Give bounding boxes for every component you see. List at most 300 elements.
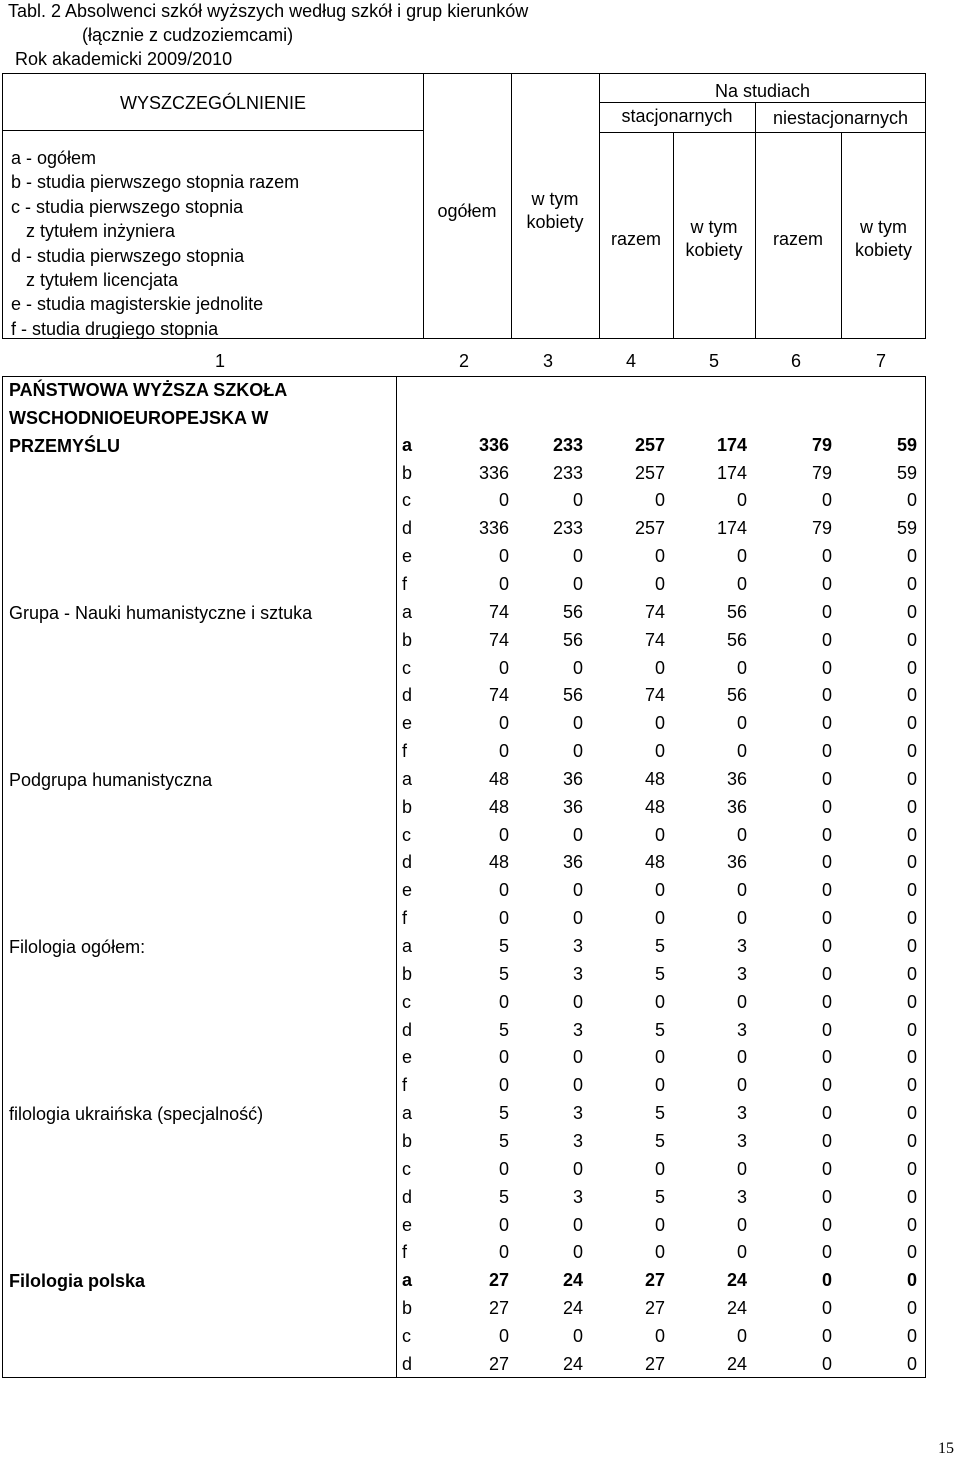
cell-value: 0	[821, 1353, 832, 1374]
table-row	[3, 713, 927, 741]
cell-value: 0	[821, 1242, 832, 1263]
cell-value: 27	[644, 1298, 665, 1319]
cell-value: 0	[821, 880, 832, 901]
table-row	[3, 1159, 927, 1187]
cell-value: 0	[821, 1325, 832, 1346]
cell-value: 3	[572, 1186, 583, 1207]
cell-value: 5	[498, 963, 509, 984]
cell-value: 0	[821, 573, 832, 594]
cell-value: 0	[821, 657, 832, 678]
row-code: d	[402, 1353, 413, 1374]
row-code: b	[402, 462, 413, 483]
table-row	[3, 797, 927, 825]
cell-value: 3	[736, 963, 747, 984]
cell-value: 0	[736, 1325, 747, 1346]
table-row	[3, 685, 927, 713]
cell-value: 36	[562, 852, 583, 873]
col-razem-stac: razem	[610, 229, 661, 249]
cell-value: 56	[562, 629, 583, 650]
cell-value: 0	[821, 936, 832, 956]
row-code: b	[402, 1298, 413, 1319]
cell-value: 0	[736, 657, 747, 678]
cell-value: 0	[821, 1298, 832, 1319]
table-row	[3, 741, 927, 769]
row-code: e	[402, 1214, 413, 1235]
cell-value: 0	[821, 629, 832, 650]
cell-value: 0	[821, 768, 832, 789]
cell-value: 0	[821, 685, 832, 706]
table-row	[3, 908, 927, 936]
cell-value: 0	[654, 546, 665, 567]
table-row	[3, 1187, 927, 1215]
cell-value: 3	[736, 1130, 747, 1151]
row-label: Filologia polska	[9, 1271, 146, 1292]
cell-value: 0	[736, 1047, 747, 1068]
cell-value: 56	[726, 601, 747, 622]
cell-value: 174	[716, 434, 747, 455]
col-wtym-stac: w tym	[690, 217, 738, 237]
table-row	[3, 936, 927, 964]
cell-value: 0	[906, 1130, 917, 1151]
cell-value: 0	[654, 713, 665, 734]
cell-value: 336	[478, 462, 509, 483]
row-code: a	[402, 1103, 413, 1124]
table-row	[3, 880, 927, 908]
cell-value: 0	[906, 796, 917, 817]
niestacjonarnych-header: niestacjonarnych	[772, 108, 909, 128]
cell-value: 3	[572, 963, 583, 984]
row-code: b	[402, 796, 413, 817]
cell-value: 0	[572, 908, 583, 929]
legend-line: z tytułem licencjata	[11, 270, 179, 291]
cell-value: 0	[906, 601, 917, 622]
cell-value: 0	[572, 490, 583, 511]
cell-value: 74	[644, 601, 665, 622]
row-code: c	[402, 1325, 411, 1346]
cell-value: 257	[634, 518, 665, 539]
row-code: f	[402, 908, 408, 929]
cell-value: 0	[498, 657, 509, 678]
cell-value: 56	[726, 629, 747, 650]
cell-value: 59	[896, 518, 917, 539]
cell-value: 0	[906, 546, 917, 567]
cell-value: 3	[736, 1186, 747, 1207]
cell-value: 3	[572, 1019, 583, 1040]
cell-value: 0	[498, 713, 509, 734]
cell-value: 0	[906, 685, 917, 706]
column-number: 1	[214, 351, 225, 371]
cell-value: 0	[821, 490, 832, 511]
cell-value: 0	[654, 880, 665, 901]
table-row	[3, 1131, 927, 1159]
cell-value: 0	[498, 908, 509, 929]
cell-value: 0	[906, 657, 917, 678]
table-row	[3, 1298, 927, 1326]
cell-value: 0	[736, 573, 747, 594]
cell-value: 0	[906, 1047, 917, 1068]
row-code: d	[402, 1019, 413, 1040]
table-row	[3, 1215, 927, 1243]
row-code: b	[402, 629, 413, 650]
cell-value: 5	[654, 1103, 665, 1124]
row-code: f	[402, 741, 408, 762]
legend-line: c - studia pierwszego stopnia	[11, 196, 244, 217]
cell-value: 233	[552, 462, 583, 483]
row-code: d	[402, 518, 413, 539]
table-row	[3, 1103, 927, 1131]
row-code: f	[402, 573, 408, 594]
cell-value: 3	[736, 1103, 747, 1124]
cell-value: 0	[572, 657, 583, 678]
cell-value: 36	[562, 768, 583, 789]
cell-value: 0	[906, 880, 917, 901]
column-numbers	[0, 351, 930, 373]
row-label: Filologia ogółem:	[9, 937, 146, 957]
table-row	[3, 574, 927, 602]
cell-value: 48	[488, 852, 509, 873]
cell-value: 0	[736, 741, 747, 762]
row-code: c	[402, 657, 411, 678]
cell-value: 0	[821, 1075, 832, 1096]
cell-value: 24	[726, 1270, 747, 1291]
cell-value: 0	[654, 991, 665, 1012]
col-kobiety-stac: kobiety	[685, 240, 743, 260]
col-kobiety-niestac: kobiety	[854, 240, 913, 260]
row-code: e	[402, 1047, 413, 1068]
table-row	[3, 658, 927, 686]
cell-value: 0	[906, 1186, 917, 1207]
row-label: WSCHODNIOEUROPEJSKA W	[9, 407, 269, 428]
legend-line: d - studia pierwszego stopnia	[11, 245, 245, 266]
row-code: c	[402, 490, 411, 511]
cell-value: 0	[654, 657, 665, 678]
row-label: PRZEMYŚLU	[9, 435, 121, 456]
data-table	[2, 376, 926, 1378]
cell-value: 5	[498, 1130, 509, 1151]
cell-value: 0	[572, 546, 583, 567]
cell-value: 3	[736, 1019, 747, 1040]
cell-value: 24	[562, 1270, 583, 1291]
cell-value: 79	[811, 462, 832, 483]
cell-value: 0	[654, 1242, 665, 1263]
table-row	[3, 546, 927, 574]
cell-value: 0	[498, 1047, 509, 1068]
cell-value: 0	[736, 991, 747, 1012]
cell-value: 0	[906, 1075, 917, 1096]
column-number: 2	[458, 351, 469, 371]
cell-value: 0	[736, 824, 747, 845]
cell-value: 0	[906, 1325, 917, 1346]
cell-value: 36	[562, 796, 583, 817]
table-row	[3, 463, 927, 491]
cell-value: 233	[552, 434, 583, 455]
row-code: f	[402, 1075, 408, 1096]
cell-value: 5	[498, 1186, 509, 1207]
column-number: 4	[625, 351, 636, 371]
table-row	[3, 1354, 927, 1382]
cell-value: 0	[906, 768, 917, 789]
table-row	[3, 379, 927, 407]
cell-value: 74	[644, 685, 665, 706]
col-wtym-label: w tym	[531, 189, 579, 209]
row-label: Grupa - Nauki humanistyczne i sztuka	[9, 602, 313, 623]
cell-value: 36	[726, 768, 747, 789]
cell-value: 0	[736, 880, 747, 901]
column-number: 7	[875, 351, 886, 371]
cell-value: 0	[906, 1242, 917, 1263]
stacjonarnych-header: stacjonarnych	[621, 106, 733, 126]
cell-value: 0	[654, 1158, 665, 1179]
cell-value: 0	[654, 1075, 665, 1096]
cell-value: 0	[572, 880, 583, 901]
table-row	[3, 964, 927, 992]
row-label: PAŃSTWOWA WYŻSZA SZKOŁA	[9, 380, 288, 400]
cell-value: 79	[811, 434, 832, 455]
row-code: b	[402, 963, 413, 984]
cell-value: 0	[906, 824, 917, 845]
cell-value: 0	[821, 1158, 832, 1179]
cell-value: 0	[498, 741, 509, 762]
cell-value: 0	[498, 880, 509, 901]
cell-value: 0	[572, 713, 583, 734]
cell-value: 0	[736, 713, 747, 734]
cell-value: 0	[821, 824, 832, 845]
row-label: filologia ukraińska (specjalność)	[9, 1104, 264, 1125]
cell-value: 0	[906, 490, 917, 511]
cell-value: 0	[572, 741, 583, 762]
row-code: a	[402, 434, 413, 455]
cell-value: 3	[572, 1103, 583, 1124]
cell-value: 74	[488, 685, 509, 706]
table-row	[3, 490, 927, 518]
cell-value: 27	[488, 1270, 509, 1291]
cell-value: 59	[896, 434, 917, 455]
cell-value: 174	[716, 518, 747, 539]
cell-value: 0	[498, 1325, 509, 1346]
cell-value: 0	[736, 1242, 747, 1263]
cell-value: 0	[498, 1075, 509, 1096]
cell-value: 0	[498, 1158, 509, 1179]
cell-value: 257	[634, 462, 665, 483]
table-row	[3, 1047, 927, 1075]
cell-value: 0	[906, 741, 917, 762]
cell-value: 48	[488, 768, 509, 789]
cell-value: 0	[654, 573, 665, 594]
cell-value: 0	[572, 1242, 583, 1263]
cell-value: 257	[634, 434, 665, 455]
cell-value: 24	[726, 1298, 747, 1319]
cell-value: 0	[906, 1270, 917, 1291]
cell-value: 36	[726, 796, 747, 817]
cell-value: 74	[488, 601, 509, 622]
cell-value: 0	[821, 741, 832, 762]
legend-line: b - studia pierwszego stopnia razem	[11, 172, 300, 193]
table-row	[3, 602, 927, 630]
col-razem-niestac: razem	[772, 229, 823, 249]
table-row	[3, 992, 927, 1020]
cell-value: 0	[906, 1103, 917, 1124]
cell-value: 48	[488, 796, 509, 817]
cell-value: 0	[906, 713, 917, 734]
column-number: 6	[790, 351, 801, 371]
cell-value: 48	[644, 852, 665, 873]
cell-value: 5	[498, 1103, 509, 1124]
na-studiach-header: Na studiach	[714, 81, 811, 101]
cell-value: 27	[488, 1353, 509, 1374]
cell-value: 0	[906, 1353, 917, 1374]
cell-value: 0	[906, 936, 917, 956]
cell-value: 0	[821, 796, 832, 817]
cell-value: 233	[552, 518, 583, 539]
cell-value: 24	[726, 1353, 747, 1374]
cell-value: 0	[906, 991, 917, 1012]
cell-value: 5	[498, 936, 509, 956]
table-row	[3, 825, 927, 853]
cell-value: 0	[821, 991, 832, 1012]
cell-value: 0	[498, 1242, 509, 1263]
cell-value: 59	[896, 462, 917, 483]
cell-value: 56	[562, 685, 583, 706]
cell-value: 0	[821, 1270, 832, 1291]
legend-line: a - ogółem	[11, 148, 97, 168]
row-code: e	[402, 880, 413, 901]
cell-value: 3	[736, 936, 747, 956]
cell-value: 5	[654, 963, 665, 984]
cell-value: 174	[716, 462, 747, 483]
row-code: e	[402, 713, 413, 734]
cell-value: 0	[572, 991, 583, 1012]
row-code: a	[402, 936, 413, 956]
row-code: f	[402, 1242, 408, 1263]
table-row	[3, 518, 927, 546]
cell-value: 0	[572, 1214, 583, 1235]
cell-value: 74	[644, 629, 665, 650]
cell-value: 56	[726, 685, 747, 706]
cell-value: 0	[821, 1214, 832, 1235]
table-row	[3, 630, 927, 658]
table-title: Tabl. 2 Absolwenci szkół wyższych według szkół i grup kierunków	[8, 1, 529, 21]
column-number: 5	[708, 351, 719, 371]
cell-value: 0	[498, 546, 509, 567]
col-kobiety-label: kobiety	[526, 212, 584, 232]
cell-value: 0	[572, 573, 583, 594]
cell-value: 0	[736, 1214, 747, 1235]
cell-value: 0	[572, 1047, 583, 1068]
table-row	[3, 1242, 927, 1270]
cell-value: 0	[736, 1158, 747, 1179]
cell-value: 0	[906, 1214, 917, 1235]
col-wtym-niestac: w tym	[860, 217, 907, 237]
spec-header: WYSZCZEGÓLNIENIE	[119, 93, 307, 113]
row-code: c	[402, 824, 411, 845]
cell-value: 0	[821, 908, 832, 929]
cell-value: 0	[498, 1214, 509, 1235]
cell-value: 0	[572, 824, 583, 845]
row-code: c	[402, 1158, 411, 1179]
cell-value: 0	[654, 741, 665, 762]
row-code: e	[402, 546, 413, 567]
table-header	[2, 73, 926, 339]
row-code: a	[402, 601, 413, 622]
row-code: d	[402, 685, 413, 706]
cell-value: 27	[488, 1298, 509, 1319]
cell-value: 0	[821, 963, 832, 984]
cell-value: 0	[498, 490, 509, 511]
cell-value: 0	[821, 1019, 832, 1040]
cell-value: 24	[562, 1353, 583, 1374]
cell-value: 0	[498, 573, 509, 594]
row-code: d	[402, 1186, 413, 1207]
table-row	[3, 1270, 927, 1298]
cell-value: 27	[644, 1270, 665, 1291]
cell-value: 0	[906, 573, 917, 594]
row-code: a	[402, 1270, 413, 1291]
cell-value: 0	[654, 1214, 665, 1235]
cell-value: 79	[811, 518, 832, 539]
legend-line: f - studia drugiego stopnia	[11, 318, 219, 339]
cell-value: 3	[572, 1130, 583, 1151]
cell-value: 0	[906, 908, 917, 929]
cell-value: 27	[644, 1353, 665, 1374]
cell-value: 0	[654, 824, 665, 845]
column-number: 3	[542, 351, 553, 371]
row-code: c	[402, 991, 411, 1012]
page-number: 15	[938, 1440, 954, 1457]
cell-value: 48	[644, 768, 665, 789]
cell-value: 5	[654, 1186, 665, 1207]
table-row	[3, 852, 927, 880]
cell-value: 0	[821, 601, 832, 622]
table-row	[3, 407, 927, 435]
cell-value: 0	[906, 1019, 917, 1040]
cell-value: 0	[821, 852, 832, 873]
cell-value: 0	[821, 1186, 832, 1207]
cell-value: 0	[736, 546, 747, 567]
cell-value: 5	[654, 1019, 665, 1040]
cell-value: 48	[644, 796, 665, 817]
cell-value: 74	[488, 629, 509, 650]
table-row	[3, 1326, 927, 1354]
cell-value: 0	[906, 1298, 917, 1319]
table-row	[3, 1020, 927, 1048]
row-code: a	[402, 768, 413, 789]
cell-value: 3	[572, 936, 583, 956]
cell-value: 0	[572, 1075, 583, 1096]
col-ogolem: ogółem	[437, 201, 497, 221]
cell-value: 0	[736, 490, 747, 511]
cell-value: 0	[906, 963, 917, 984]
cell-value: 0	[906, 852, 917, 873]
cell-value: 336	[478, 518, 509, 539]
legend	[11, 146, 299, 341]
cell-value: 0	[654, 490, 665, 511]
cell-value: 24	[562, 1298, 583, 1319]
cell-value: 0	[498, 991, 509, 1012]
table-row	[3, 769, 927, 797]
academic-year: Rok akademicki 2009/2010	[15, 49, 233, 69]
cell-value: 0	[906, 629, 917, 650]
cell-value: 0	[572, 1325, 583, 1346]
cell-value: 5	[498, 1019, 509, 1040]
cell-value: 0	[736, 908, 747, 929]
cell-value: 0	[572, 1158, 583, 1179]
legend-line: e - studia magisterskie jednolite	[11, 294, 264, 315]
cell-value: 0	[654, 908, 665, 929]
cell-value: 0	[736, 1075, 747, 1096]
cell-value: 0	[654, 1047, 665, 1068]
table-row	[3, 1075, 927, 1103]
cell-value: 0	[821, 1047, 832, 1068]
